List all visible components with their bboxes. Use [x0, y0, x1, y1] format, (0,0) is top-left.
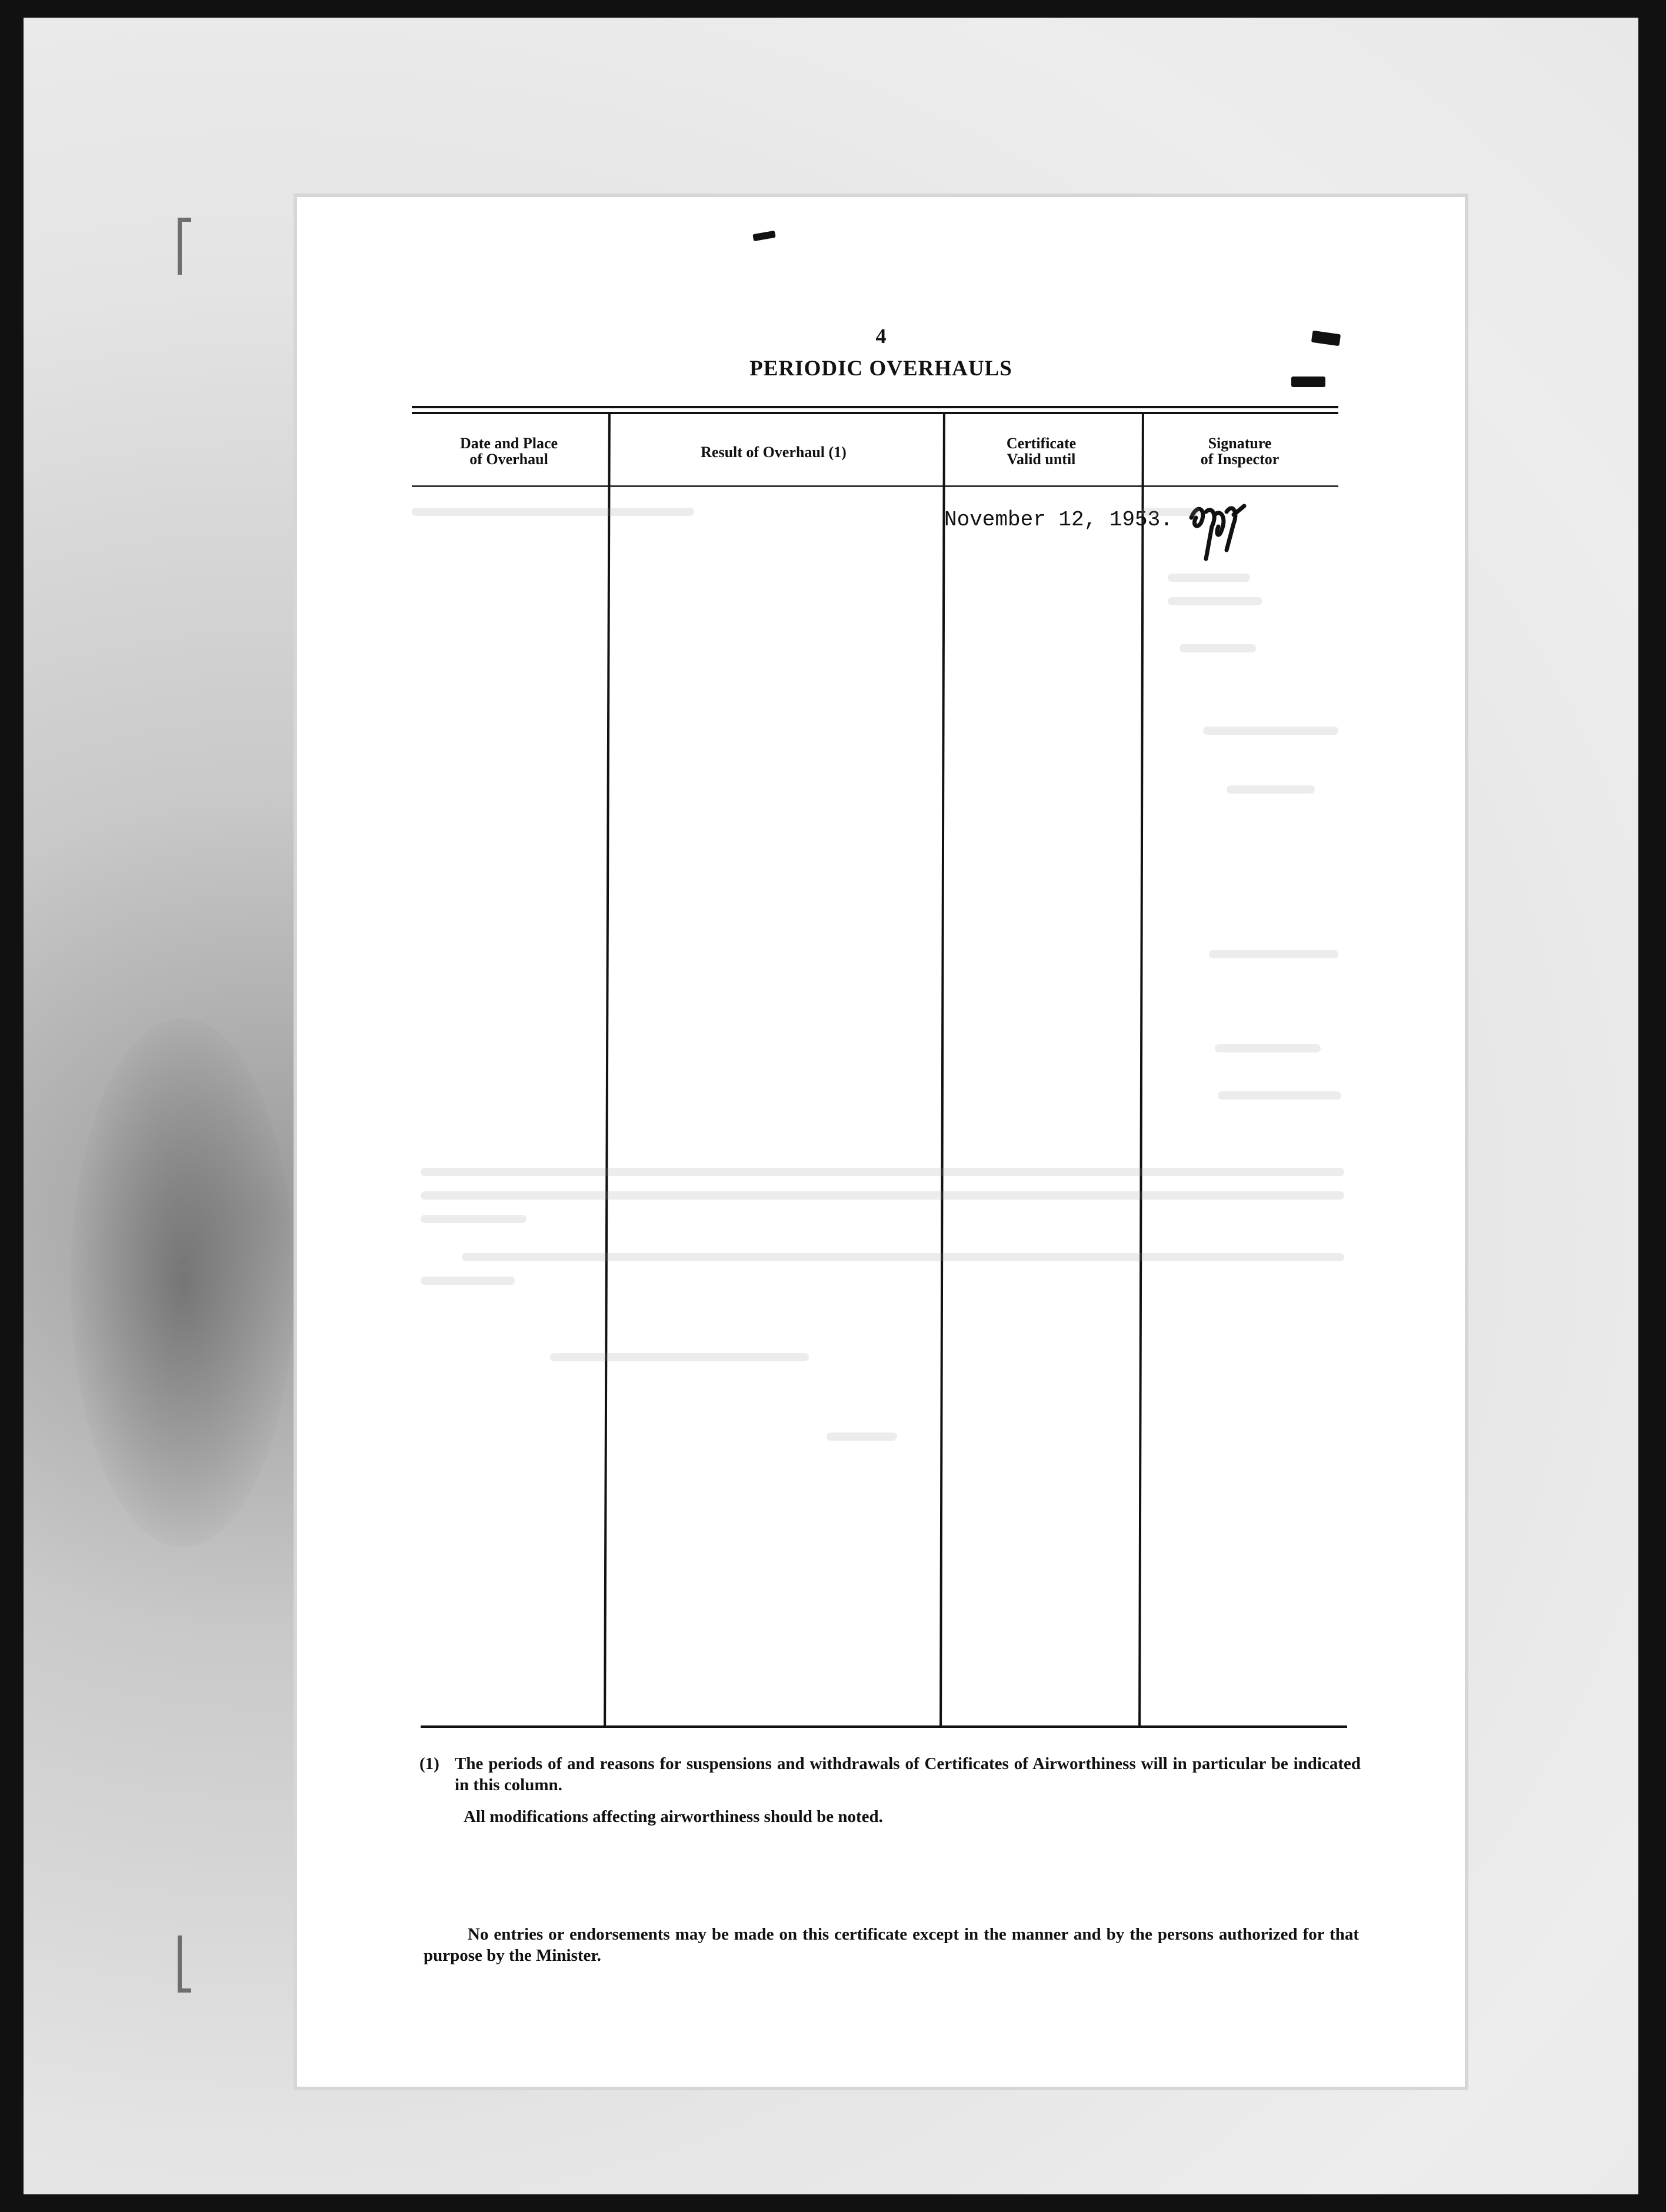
column-header-line: Signature [1208, 435, 1272, 452]
column-header-date-place [412, 435, 606, 467]
column-header-line: Certificate [1006, 435, 1077, 452]
bleed-through-line [1168, 597, 1262, 605]
bleed-through-line [462, 1253, 1344, 1261]
column-header-line: Valid until [1007, 451, 1076, 468]
page-title: PERIODIC OVERHAULS [749, 357, 1012, 381]
bleed-through-line [421, 1277, 515, 1285]
bleed-through-line [1227, 785, 1315, 794]
column-header-line: of Inspector [1200, 451, 1280, 468]
crop-mark-top [178, 218, 191, 275]
bleed-through-line [1141, 508, 1200, 516]
document-page [297, 197, 1465, 2087]
crop-mark-bottom [178, 1936, 191, 1993]
column-divider [1138, 413, 1144, 1727]
column-header-line: Date and Place [459, 435, 558, 452]
bleed-through-line [827, 1433, 897, 1441]
page-number: 4 [875, 324, 887, 348]
column-header-result: Result of Overhaul (1) [701, 444, 847, 461]
column-header-valid-until [941, 435, 1141, 467]
bleed-through-line [1218, 1091, 1341, 1100]
bleed-through-line [421, 1168, 1344, 1176]
bleed-through-line [412, 508, 694, 516]
bleed-through-line [421, 1191, 1344, 1200]
modifications-note: All modifications affecting airworthiness should be noted. [464, 1807, 883, 1826]
bleed-through-line [1179, 644, 1256, 652]
closing-notice: No entries or endorsements may be made on this certificate except in the manner and by the persons authorized for that purpose by the Minister. [424, 1925, 1359, 1965]
table-bottom-rule [421, 1725, 1347, 1728]
footnote-text: The periods of and reasons for suspensions and withdrawals of Certificates of Airworthiness will in particular be indicated in this column. [455, 1754, 1361, 1794]
table-top-rule [412, 406, 1338, 414]
ink-mark-top [752, 231, 776, 241]
bleed-through-line [421, 1215, 527, 1223]
column-header-signature [1141, 435, 1338, 467]
inspector-signature-icon [1179, 494, 1250, 571]
footnote [419, 1753, 1361, 1795]
footnote-marker: (1) [419, 1754, 439, 1773]
table-header-rule [412, 485, 1338, 487]
bleed-through-line [1215, 1044, 1321, 1052]
bleed-through-line [1203, 727, 1338, 735]
certificate-valid-until-entry: November 12, 1953. [944, 508, 1173, 532]
bleed-through-line [1209, 950, 1338, 958]
bleed-through-line [1168, 574, 1250, 582]
bleed-through-line [550, 1353, 809, 1361]
scan-smudge [71, 1018, 294, 1547]
column-divider [604, 413, 611, 1727]
column-divider [939, 413, 945, 1727]
column-header-line: of Overhaul [469, 451, 548, 468]
